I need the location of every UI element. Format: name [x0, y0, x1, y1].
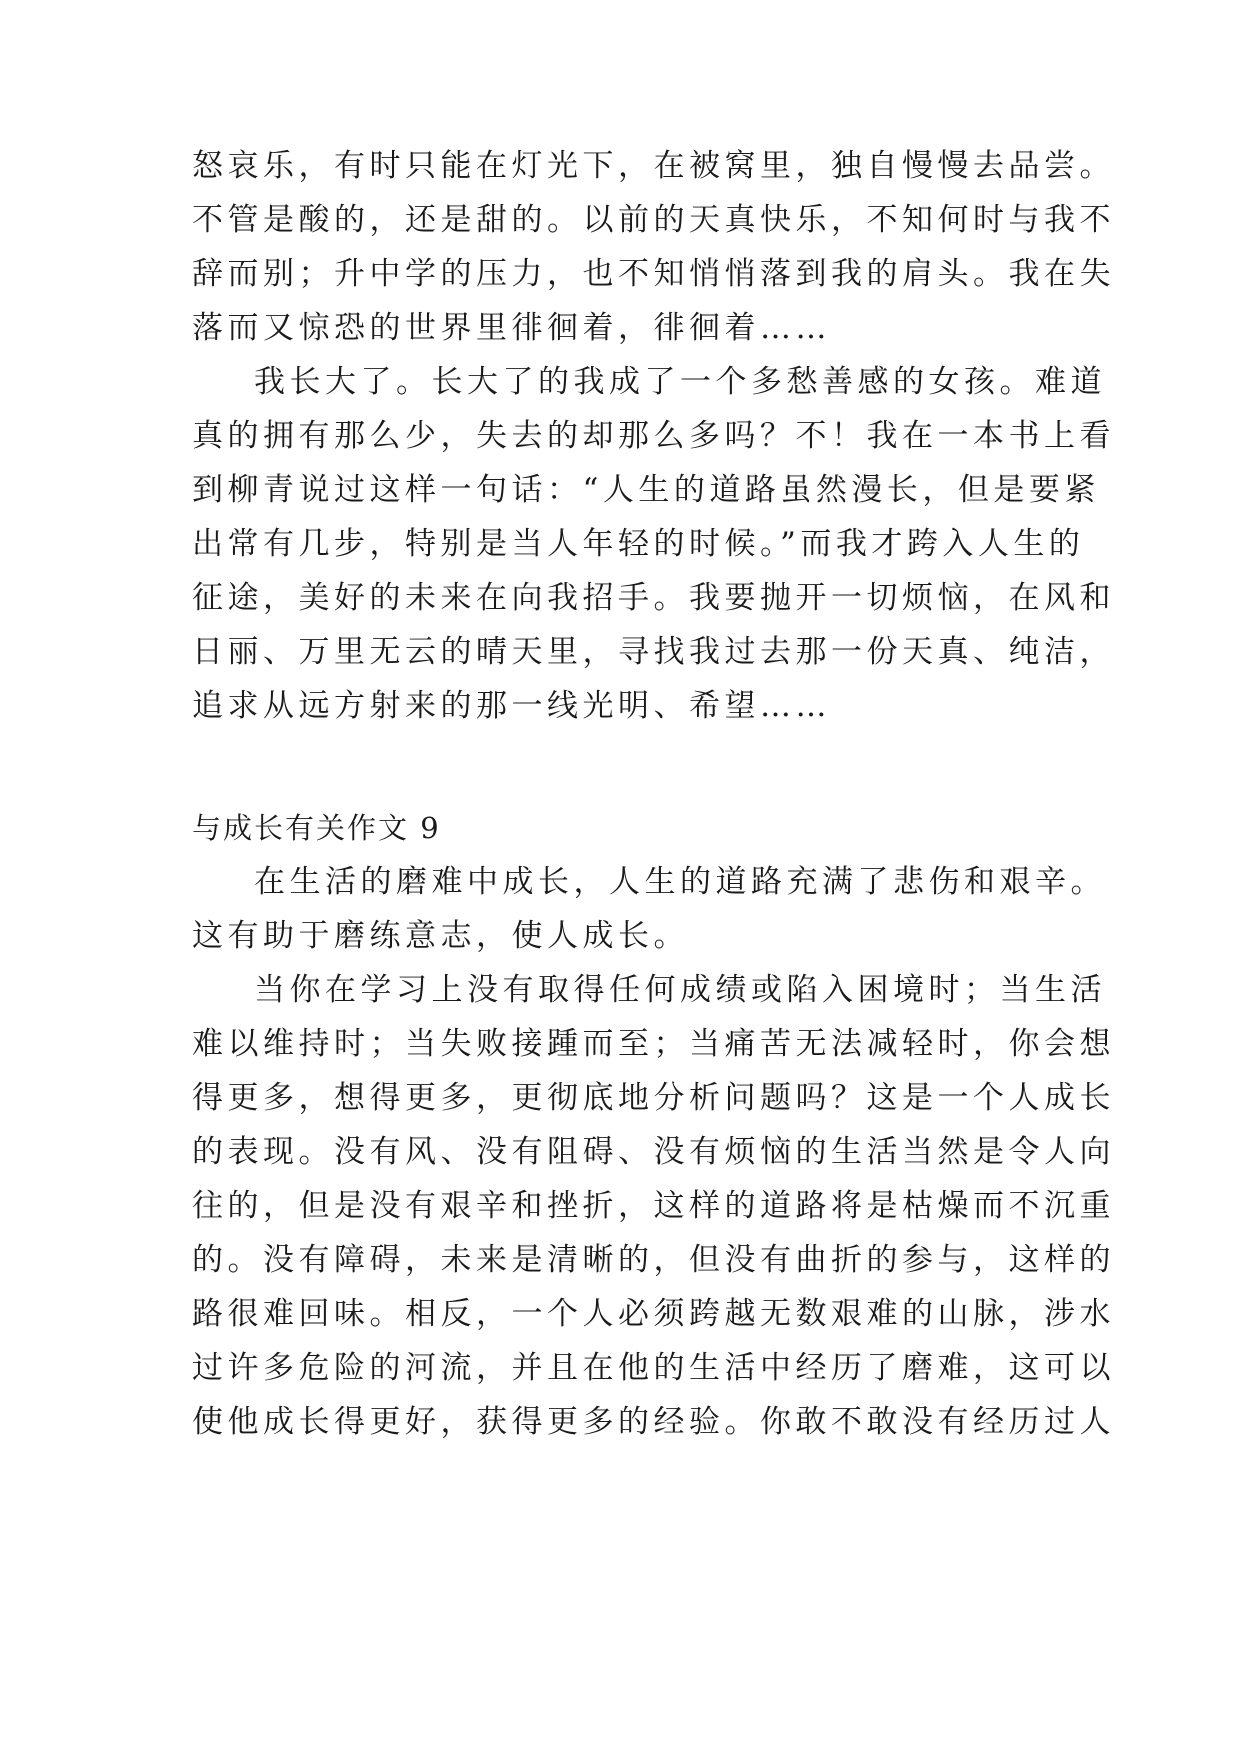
grown-up-line-5: 征途，美好的未来在向我招手。我要抛开一切烦恼，在风和: [192, 580, 1115, 616]
continuation-line-3: 辞而别；升中学的压力，也不知悄悄落到我的肩头。我在失: [192, 256, 1115, 292]
when-line-2: 难以维持时；当失败接踵而至；当痛苦无法减轻时，你会想: [192, 1026, 1115, 1062]
hardship-line-2: 这有助于磨练意志，使人成长。: [192, 918, 689, 954]
grown-up-line-6: 日丽、万里无云的晴天里，寻找我过去那一份天真、纯洁，: [192, 634, 1115, 670]
when-line-5: 往的，但是没有艰辛和挫折，这样的道路将是枯燥而不沉重: [192, 1188, 1115, 1224]
when-line-6: 的。没有障碍，未来是清晰的，但没有曲折的参与，这样的: [192, 1242, 1115, 1278]
grown-up-line-7: 追求从远方射来的那一线光明、希望……: [192, 688, 831, 724]
when-line-8: 过许多危险的河流，并且在他的生活中经历了磨难，这可以: [192, 1350, 1115, 1386]
when-line-7: 路很难回味。相反，一个人必须跨越无数艰难的山脉，涉水: [192, 1296, 1115, 1332]
continuation-line-1: 怒哀乐，有时只能在灯光下，在被窝里，独自慢慢去品尝。: [192, 148, 1115, 184]
when-line-4: 的表现。没有风、没有阻碍、没有烦恼的生活当然是令人向: [192, 1134, 1115, 1170]
essay-heading: 与成长有关作文 9: [192, 811, 441, 845]
when-line-1: 当你在学习上没有取得任何成绩或陷入困境时；当生活: [254, 972, 1106, 1008]
continuation-line-2: 不管是酸的，还是甜的。以前的天真快乐，不知何时与我不: [192, 202, 1115, 238]
continuation-line-4: 落而又惊恐的世界里徘徊着，徘徊着……: [192, 310, 831, 346]
grown-up-line-4: 出常有几步，特别是当人年轻的时候。”而我才跨入人生的: [192, 526, 1085, 562]
when-line-3: 得更多，想得更多，更彻底地分析问题吗？这是一个人成长: [192, 1080, 1115, 1116]
when-line-9: 使他成长得更好，获得更多的经验。你敢不敢没有经历过人: [192, 1404, 1115, 1440]
hardship-line-1: 在生活的磨难中成长，人生的道路充满了悲伤和艰辛。: [254, 864, 1106, 900]
grown-up-line-1: 我长大了。长大了的我成了一个多愁善感的女孩。难道: [254, 364, 1106, 400]
grown-up-line-2: 真的拥有那么少，失去的却那么多吗？不！我在一本书上看: [192, 418, 1115, 454]
grown-up-line-3: 到柳青说过这样一句话：“人生的道路虽然漫长，但是要紧: [192, 472, 1100, 508]
